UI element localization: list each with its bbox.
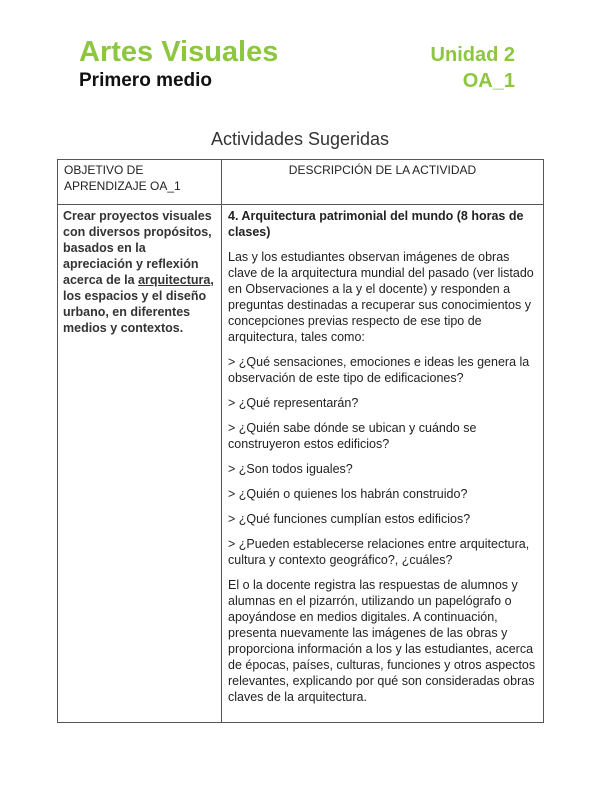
unit-label: Unidad 2 <box>430 44 515 66</box>
objective-text-end: , los espacios y el diseño urbano, en diferentes medios y contextos. <box>63 273 214 335</box>
learning-objective-cell <box>58 205 222 723</box>
grade-level: Primero medio <box>79 70 213 91</box>
question-item: > ¿Qué representarán? <box>228 396 359 410</box>
table-row <box>58 205 544 723</box>
activities-table <box>57 159 544 723</box>
question-item: > ¿Pueden establecerse relaciones entre arquitectura, cultura y contexto geográfico?, ¿cuáles? <box>228 537 530 567</box>
question-item: > ¿Son todos iguales? <box>228 462 353 476</box>
table-header-row <box>58 160 544 205</box>
subject-title: Artes Visuales <box>79 36 279 68</box>
question-item: > ¿Qué sensaciones, emociones e ideas les genera la observación de este tipo de edificaciones? <box>228 355 530 385</box>
objective-text-start: Crear proyectos visuales con diversos propósitos, basados en la apreciación y reflexión acerca de la <box>63 209 212 287</box>
question-item: > ¿Quién sabe dónde se ubican y cuándo se construyeron estos edificios? <box>228 421 477 451</box>
question-item: > ¿Qué funciones cumplían estos edificios? <box>228 512 471 526</box>
description-column-header: DESCRIPCIÓN DE LA ACTIVIDAD <box>222 160 544 205</box>
objective-underlined-term: arquitectura <box>138 273 211 287</box>
activity-intro: Las y los estudiantes observan imágenes de obras clave de la arquitectura mundial del pasado (ver listado en Observaciones a la y el docente) y responden a preguntas destinadas a recuperar sus conocimientos y concepciones previas respecto de ese tipo de arquitectura, tales como: <box>228 250 534 344</box>
activity-closing: El o la docente registra las respuestas de alumnos y alumnas en el pizarrón, utilizando un papelógrafo o apoyándose en medios digitales. A continuación, presenta nuevamente las imágenes de las obras y proporciona información a los y las estudiantes, acerca de épocas, países, culturas, funciones y otros aspectos relevantes, explicando por qué son consideradas obras claves de la arquitectura. <box>228 578 536 704</box>
objective-column-header: OBJETIVO DE APRENDIZAJE OA_1 <box>58 160 222 205</box>
question-item: > ¿Quién o quienes los habrán construido? <box>228 487 468 501</box>
activity-title: 4. Arquitectura patrimonial del mundo (8 horas de clases) <box>228 209 524 239</box>
page-header <box>79 36 515 92</box>
section-title: Actividades Sugeridas <box>210 129 390 149</box>
activity-description-cell <box>222 205 544 723</box>
objective-code: OA_1 <box>462 70 515 92</box>
